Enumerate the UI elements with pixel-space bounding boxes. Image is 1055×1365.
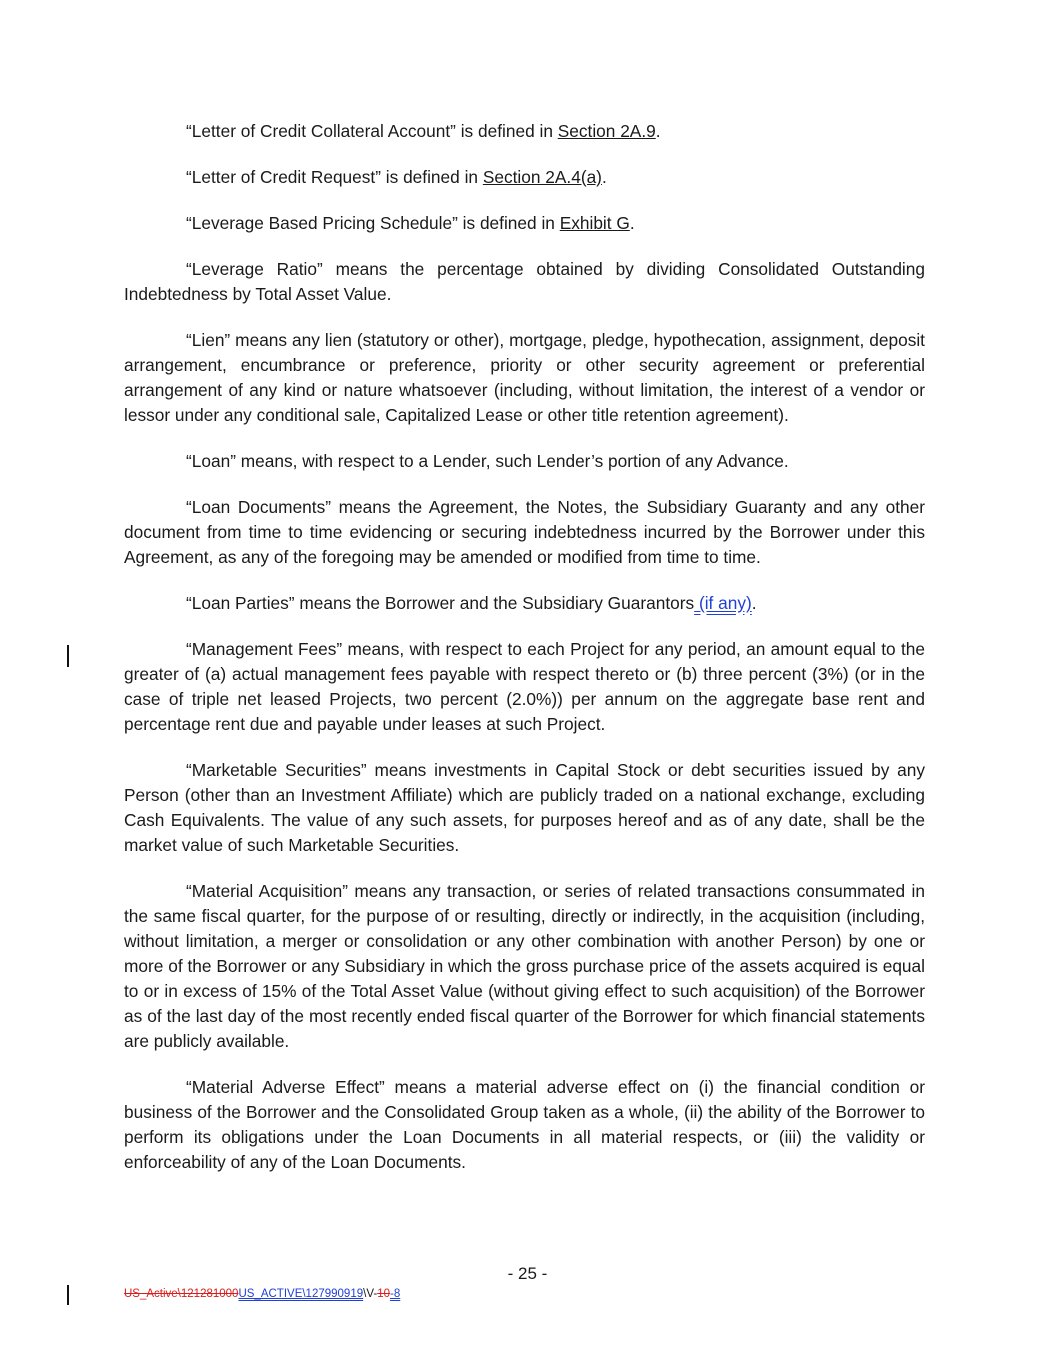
definition-loan-parties: “Loan Parties” means the Borrower and the Subsidiary Guarantors (if any). [186, 593, 757, 613]
section-reference: Section 2A.4(a) [482, 167, 602, 187]
definition-leverage-based-pricing-schedule: “Leverage Based Pricing Schedule” is defined in Exhibit G. [186, 213, 635, 233]
definition-material-acquisition: “Material Acquisition” means any transaction, or series of related transactions consummated in the same fiscal quarter, for the purpose of or resulting, directly or indirectly, in the acquisition (including, without limitation, a merger or consolidation or any other combination with another Person) by one or more of the Borrower or any Subsidiary in which the gross purchase price of the assets acquired is equal to or in excess of 15% of the Total Asset Value (without giving effect to such acquisition) of the Borrower as of the last day of the most recently ended fiscal quarter of the Borrower for which financial statements are publicly available. [124, 881, 925, 1051]
definition-leverage-ratio: “Leverage Ratio” means the percentage obtained by dividing Consolidated Outstanding Indebtedness by Total Asset Value. [124, 259, 925, 304]
version-separator: \V- [363, 1288, 378, 1300]
definition-material-adverse-effect: “Material Adverse Effect” means a material adverse effect on (i) the financial condition or business of the Borrower and the Consolidated Group taken as a whole, (ii) the ability of the Borrower to perform its obligations under the Loan Documents in all material respects, or (iii) the validity or enforceability of any of the Loan Documents. [124, 1077, 925, 1172]
inserted-doc-id: US_ACTIVE\127990919 [238, 1288, 364, 1300]
page-number: - 25 - [507, 1264, 548, 1283]
inserted-text: (if any) [694, 593, 752, 613]
definition-loan-documents: “Loan Documents” means the Agreement, the Notes, the Subsidiary Guaranty and any other document from time to time evidencing or securing indebtedness incurred by the Borrower under this Agreement, as any of the foregoing may be amended or modified from time to time. [124, 497, 925, 567]
definition-letter-of-credit-request: “Letter of Credit Request” is defined in Section 2A.4(a). [186, 167, 607, 187]
inserted-version: -8 [389, 1288, 401, 1300]
deleted-version: 10 [377, 1288, 390, 1300]
footer-document-id [124, 1287, 400, 1301]
definition-letter-of-credit-collateral-account: “Letter of Credit Collateral Account” is defined in Section 2A.9. [186, 121, 661, 141]
definition-marketable-securities: “Marketable Securities” means investments in Capital Stock or debt securities issued by any Person (other than an Investment Affiliate) which are publicly traded on a national exchange, excluding Cash Equivalents. The value of any such assets, for purposes hereof and as of any date, shall be the market value of such Marketable Securities. [124, 760, 925, 855]
definition-management-fees: “Management Fees” means, with respect to each Project for any period, an amount equal to the greater of (a) actual management fees payable with respect thereto or (b) three percent (3%) (or in the case of triple net leased Projects, two percent (2.0%)) per annum on the aggregate base rent and percentage rent due and payable under leases at such Project. [124, 639, 925, 734]
change-bar-footer [67, 1285, 69, 1305]
deleted-doc-id: US_Active\121281000 [124, 1288, 239, 1300]
section-reference: Section 2A.9 [557, 121, 656, 141]
document-body [124, 119, 925, 1196]
change-bar-loan-parties [67, 645, 69, 667]
exhibit-reference: Exhibit G [559, 213, 630, 233]
definition-lien: “Lien” means any lien (statutory or other), mortgage, pledge, hypothecation, assignment, deposit arrangement, encumbrance or preference, priority or other security agreement or preferential arrangement of any kind or nature whatsoever (including, without limitation, the interest of a vendor or lessor under any conditional sale, Capitalized Lease or other title retention agreement). [124, 330, 925, 425]
definition-loan: “Loan” means, with respect to a Lender, such Lender’s portion of any Advance. [186, 451, 789, 471]
